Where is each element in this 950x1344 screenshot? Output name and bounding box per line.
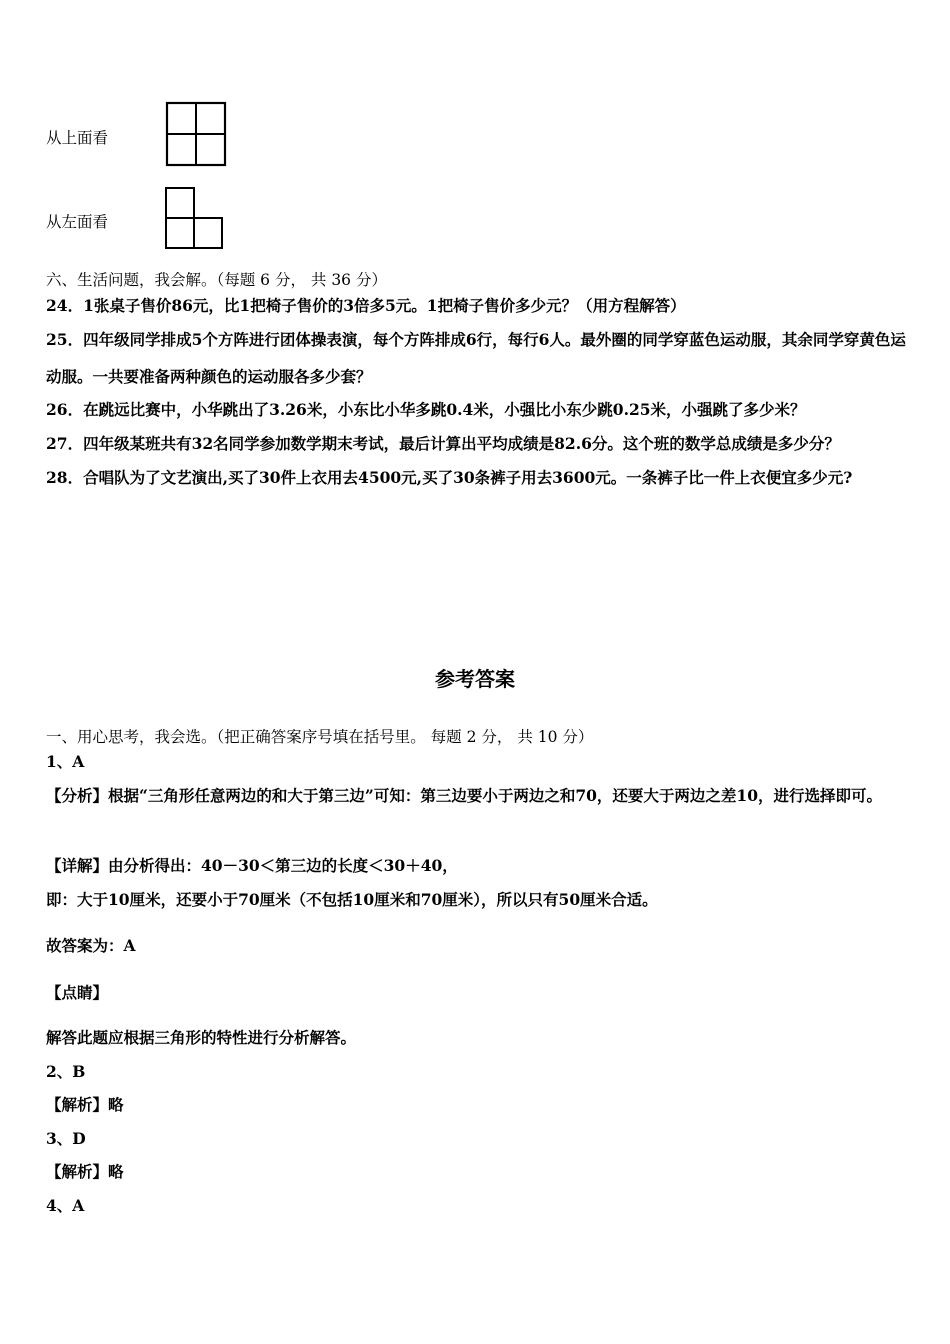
- question-24: 24．1张桌子售价86元，比1把椅子售价的3倍多5元。1把椅子售价多少元？（用方程解答）: [46, 296, 686, 315]
- question-25: 25．四年级同学排成5个方阵进行团体操表演，每个方阵排成6行，每行6人。最外圈的同学穿蓝色运动服，其余同学穿黄色运动服。一共要准备两种颜色的运动服各多少套？: [46, 330, 906, 386]
- answer-3: 3、D: [46, 1129, 86, 1148]
- answer-1-note-heading: 【点睛】: [46, 983, 109, 1002]
- question-26: 26．在跳远比赛中，小华跳出了3.26米，小东比小华多跳0.4米，小强比小东少跳0.25米，小强跳了多少米？: [46, 400, 806, 419]
- answer-3-analysis: 【解析】略: [46, 1162, 124, 1181]
- answer-1-note: 解答此题应根据三角形的特性进行分析解答。: [46, 1028, 357, 1047]
- answers-title: 参考答案: [435, 667, 515, 691]
- answer-1-detail-2: 即：大于10厘米，还要小于70厘米（不包括10厘米和70厘米），所以只有50厘米合适。: [46, 890, 658, 909]
- answer-2-analysis: 【解析】略: [46, 1095, 124, 1114]
- answer-2: 2、B: [46, 1062, 86, 1081]
- answers-section1-heading: 一、用心思考，我会选。（把正确答案序号填在括号里。 每题 2 分， 共 10 分）: [46, 728, 594, 746]
- question-28: 28．合唱队为了文艺演出,买了30件上衣用去4500元,买了30条裤子用去3600元。一条裤子比一件上衣便宜多少元?: [46, 468, 853, 487]
- view-label-left: 从左面看: [46, 213, 109, 231]
- question-27: 27．四年级某班共有32名同学参加数学期末考试，最后计算出平均成绩是82.6分。这个班的数学总成绩是多少分？: [46, 434, 840, 453]
- top-view-figure: [164, 100, 228, 168]
- answer-1-analysis: 【分析】根据“三角形任意两边的和大于第三边”可知：第三边要小于两边之和70，还要大于两边之差10，进行选择即可。: [46, 786, 882, 805]
- answer-4: 4、A: [46, 1196, 85, 1215]
- answer-1-result: 故答案为：A: [46, 936, 136, 955]
- section6-heading: 六、生活问题，我会解。（每题 6 分， 共 36 分）: [46, 271, 387, 289]
- answer-1: 1、A: [46, 752, 85, 771]
- answer-1-detail: 【详解】由分析得出：40－30＜第三边的长度＜30＋40，: [46, 856, 458, 875]
- left-view-figure: [163, 185, 225, 251]
- view-label-top: 从上面看: [46, 129, 109, 147]
